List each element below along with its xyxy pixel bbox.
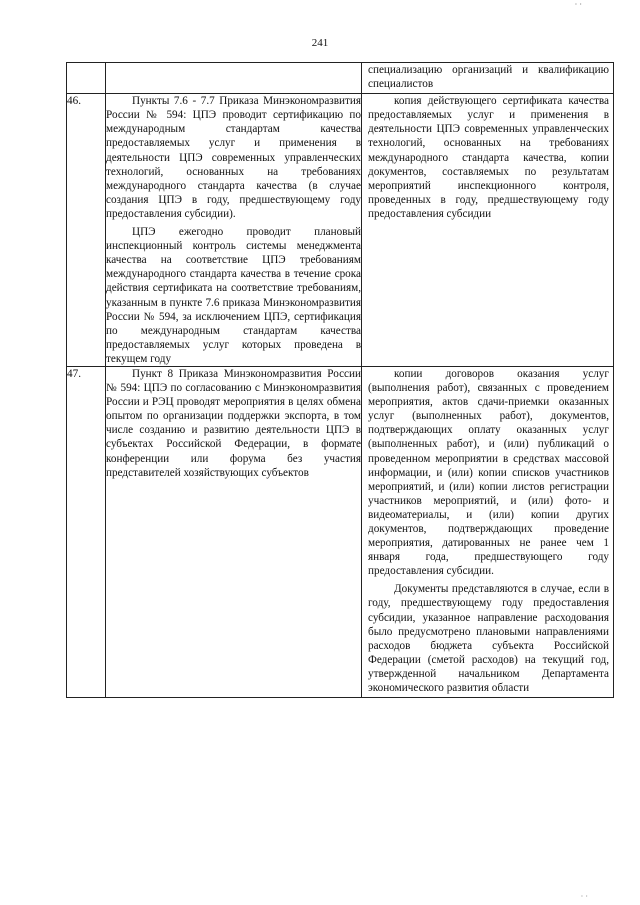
- documents-text: специализацию организаций и квалификацию специалистов: [368, 64, 609, 91]
- row-number: 46.: [67, 94, 106, 367]
- condition-paragraph: Пункт 8 Приказа Минэкономразвития России № 594: ЦПЭ по согласованию с Минэкономразвития России и РЭЦ проводят мероприятия в целях обмена опытом по организации поддержки экспорта, в том числе созданию и развитию деятельности ЦПЭ в субъектах Российской Федерации, в формате конференции или форума без участия представителей хозяйствующих субъектов: [106, 367, 361, 479]
- row-number: 47.: [67, 366, 106, 697]
- corner-mark: · ·: [574, 0, 582, 9]
- table-row-47: [67, 366, 614, 697]
- documents-paragraph: Документы представляются в случае, если в году, предшествующему году предоставления субсидии, указанное направление расходования было предусмотрено плановыми направлениями расходов бюджета субъекта Российской Федерации (сметой расходов) на текущий год, утвержденной начальником Департамента экономического развития области: [368, 583, 609, 695]
- documents-cell: [362, 366, 614, 697]
- table-row-46: [67, 94, 614, 367]
- condition-cell: [106, 63, 362, 94]
- requirements-table: [66, 62, 614, 698]
- table-row-continuation: [67, 63, 614, 94]
- corner-mark-bottom: · ·: [580, 892, 588, 901]
- page-number: 241: [311, 37, 329, 49]
- documents-cell: [362, 63, 614, 94]
- documents-paragraph: копия действующего сертификата качества предоставляемых услуг и применения в деятельности ЦПЭ современных управленческих технологий, основанных на требованиях международного стандарта качества, копии документов, составляемых по результатам мероприятий инспекционного контроля, проведенных в году, предшествующему году предоставления субсидии: [368, 95, 609, 220]
- documents-cell: [362, 94, 614, 367]
- condition-paragraph: Пункты 7.6 - 7.7 Приказа Минэкономразвития России № 594: ЦПЭ проводит сертификацию по международным стандартам качества предоставляемых услуг и применения в деятельности ЦПЭ современных управленческих технологий, основанных на требованиях международного стандарта качества (в случае создания ЦПЭ в году, предшествующему году предоставления субсидии).: [106, 95, 361, 220]
- condition-cell: [106, 366, 362, 697]
- condition-cell: [106, 94, 362, 367]
- condition-paragraph: ЦПЭ ежегодно проводит плановый инспекционный контроль системы менеджмента качества на соответствие ЦПЭ требованиям международного стандарта качества в течение срока действия сертификата на соответствие требованиям, указанным в пункте 7.6 приказа Минэкономразвития России № 594, за исключением ЦПЭ, сертификация по международным стандартам качества предоставляемых услуг которых проведена в текущем году: [106, 226, 361, 365]
- documents-paragraph: копии договоров оказания услуг (выполнения работ), связанных с проведением мероприятия, актов сдачи-приемки оказанных услуг (выполненных работ), документов, подтверждающих оплату оказанных услуг (выполненных работ), и (или) публикаций о проведенном мероприятии в средствах массовой информации, и (или) копии списков участников мероприятий, и (или) копии листов регистрации участников мероприятий, и (или) фото- и видеоматериалы, и (или) копии других документов, подтверждающих проведение мероприятия, датированных не ранее чем 1 января года, предшествующего году предоставления субсидии.: [368, 367, 609, 578]
- row-number-cell: [67, 63, 106, 94]
